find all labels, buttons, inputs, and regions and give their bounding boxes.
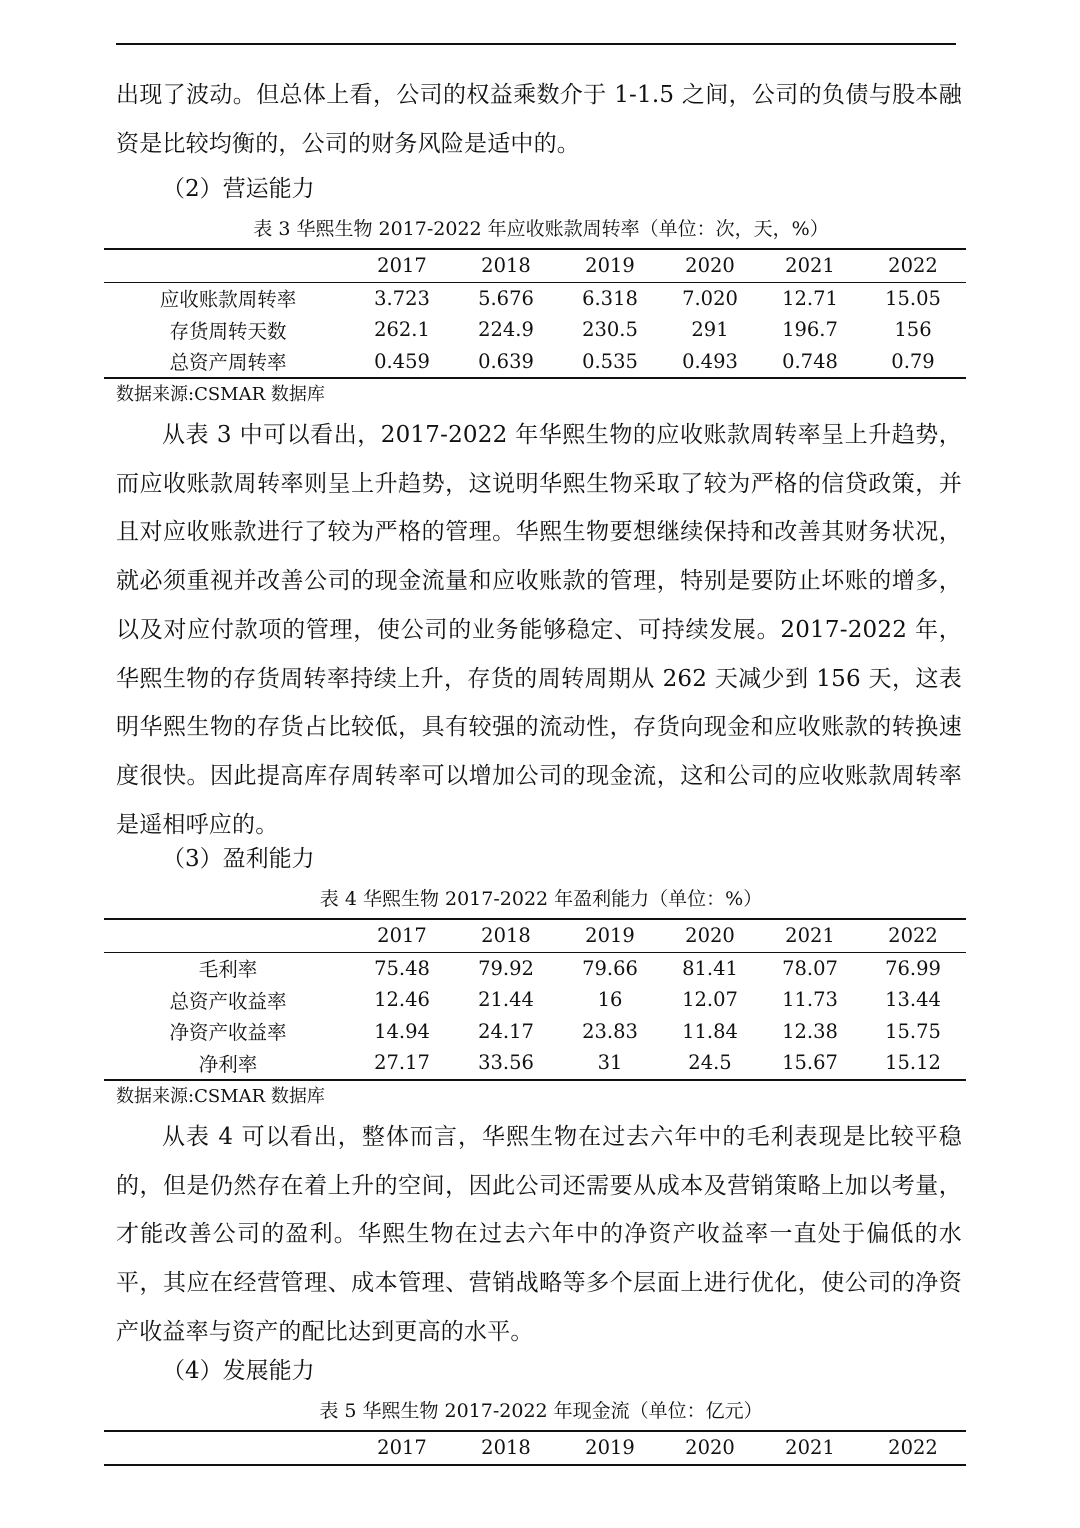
- table-header-cell: [104, 249, 352, 282]
- table-row: [104, 1047, 966, 1080]
- table3-caption: 表 3 华熙生物 2017-2022 年应收账款周转率（单位：次，天，%）: [253, 218, 829, 240]
- table-cell: 76.99: [885, 956, 941, 980]
- table-header-cell: 2020: [660, 919, 760, 952]
- table-cell: 78.07: [782, 956, 838, 980]
- table-row: [104, 1016, 966, 1048]
- table-cell: 14.94: [374, 1019, 430, 1043]
- table3-source: 数据来源:CSMAR 数据库: [116, 384, 325, 405]
- table-header-cell: 2017: [352, 249, 452, 282]
- table-cell: 15.12: [860, 1047, 966, 1080]
- table-cell: 12.38: [782, 1019, 838, 1043]
- table-cell: 31: [560, 1047, 660, 1080]
- table-cell: 0.493: [660, 346, 760, 379]
- table-header-cell: 2022: [860, 249, 966, 282]
- table-cell: 6.318: [582, 286, 638, 310]
- table-header-cell: 2020: [660, 1431, 760, 1465]
- table-cell: 75.48: [374, 956, 430, 980]
- table-header-cell: 2019: [560, 249, 660, 282]
- table-header-cell: 2021: [760, 1431, 860, 1465]
- table-cell: 224.9: [478, 318, 534, 342]
- table-cell: 27.17: [352, 1047, 452, 1080]
- table-header-cell: 2022: [860, 1431, 966, 1465]
- table-header-cell: 2018: [452, 249, 560, 282]
- table-cell: 196.7: [782, 318, 838, 342]
- table-cell: 15.75: [885, 1019, 941, 1043]
- table-header-cell: [104, 1431, 352, 1465]
- table5-caption: 表 5 华熙生物 2017-2022 年现金流（单位：亿元）: [319, 1400, 763, 1422]
- table-cell: 7.020: [682, 286, 738, 310]
- table-cell: 23.83: [582, 1019, 638, 1043]
- table-cell: 13.44: [885, 988, 941, 1012]
- table-cell: 15.67: [760, 1047, 860, 1080]
- section-heading-growth: （4）发展能力: [162, 1358, 315, 1384]
- table-header-cell: 2018: [452, 919, 560, 952]
- operation-analysis-paragraph: 从表 3 中可以看出，2017-2022 年华熙生物的应收账款周转率呈上升趋势，而应收账款周转率则呈上升趋势，这说明华熙生物采取了较为严格的信贷政策，并且对应收账款进行了较为严格的管理。华熙生物要想继续保持和改善其财务状况，就必须重视并改善公司的现金流量和应收账款的管理，特别是要防止坏账的增多，以及对应付款项的管理，使公司的业务能够稳定、可持续发展。2017-2022 年，华熙生物的存货周转率持续上升，存货的周转周期从 262 天减少到 156 天，这表明华熙生物的存货占比较低，具有较强的流动性，存货向现金和应收账款的转换速度很快。因此提高库存周转率可以增加公司的现金流，这和公司的应收账款周转率是遥相呼应的。: [116, 422, 962, 838]
- table-cell: 230.5: [582, 318, 638, 342]
- table-header-cell: [104, 919, 352, 952]
- row-label: 毛利率: [198, 958, 258, 982]
- intro-block: [116, 71, 962, 168]
- profit-analysis-block: [116, 1113, 962, 1357]
- table-cell: 156: [894, 318, 932, 342]
- intro-paragraph: 出现了波动。但总体上看，公司的权益乘数介于 1-1.5 之间，公司的负债与股本融资是比较均衡的，公司的财务风险是适中的。: [116, 82, 962, 157]
- table-cell: 24.17: [478, 1019, 534, 1043]
- table-cell: 0.535: [560, 346, 660, 379]
- table4-profitability: [104, 918, 966, 1081]
- table-cell: 11.84: [682, 1019, 738, 1043]
- table-cell: 262.1: [374, 318, 430, 342]
- table-header-cell: 2019: [560, 919, 660, 952]
- table-row: [104, 282, 966, 314]
- table-cell: 12.07: [682, 988, 738, 1012]
- table-cell: 291: [691, 318, 729, 342]
- table-cell: 33.56: [452, 1047, 560, 1080]
- table-header-row: [104, 1431, 966, 1465]
- table-cell: 12.46: [374, 988, 430, 1012]
- table-header-row: [104, 919, 966, 952]
- table-header-cell: 2021: [760, 249, 860, 282]
- table-header-cell: 2018: [452, 1431, 560, 1465]
- table-header-cell: 2021: [760, 919, 860, 952]
- header-rule: [116, 43, 956, 45]
- row-label: 总资产周转率: [104, 346, 352, 379]
- table-cell: 3.723: [374, 286, 430, 310]
- table4-caption: 表 4 华熙生物 2017-2022 年盈利能力（单位：%）: [319, 888, 763, 910]
- table-cell: 0.639: [452, 346, 560, 379]
- row-label: 应收账款周转率: [159, 288, 297, 312]
- row-label: 总资产收益率: [169, 989, 287, 1013]
- table-header-row: [104, 249, 966, 282]
- row-label: 净资产收益率: [169, 1021, 287, 1045]
- row-label: 净利率: [104, 1047, 352, 1080]
- table-row: [104, 984, 966, 1016]
- table4-source: 数据来源:CSMAR 数据库: [116, 1086, 325, 1107]
- table5-cash-flow: [104, 1430, 966, 1466]
- table-cell: 11.73: [782, 988, 838, 1012]
- table-header-cell: 2019: [560, 1431, 660, 1465]
- table-cell: 81.41: [682, 956, 738, 980]
- table-cell: 24.5: [660, 1047, 760, 1080]
- table-row: [104, 314, 966, 346]
- table-header-cell: 2017: [352, 1431, 452, 1465]
- table-header-cell: 2022: [860, 919, 966, 952]
- row-label: 存货周转天数: [169, 319, 287, 343]
- profit-analysis-paragraph: 从表 4 可以看出，整体而言，华熙生物在过去六年中的毛利表现是比较平稳的，但是仍然存在着上升的空间，因此公司还需要从成本及营销策略上加以考量，才能改善公司的盈利。华熙生物在过去六年中的净资产收益率一直处于偏低的水平，其应在经营管理、成本管理、营销战略等多个层面上进行优化，使公司的净资产收益率与资产的配比达到更高的水平。: [116, 1124, 962, 1345]
- table-cell: 15.05: [885, 286, 941, 310]
- table-header-cell: 2017: [352, 919, 452, 952]
- table-cell: 79.92: [478, 956, 534, 980]
- table-cell: 16: [597, 988, 623, 1012]
- table-cell: 12.71: [782, 286, 838, 310]
- table-row: [104, 952, 966, 984]
- table-cell: 0.459: [352, 346, 452, 379]
- table-cell: 5.676: [478, 286, 534, 310]
- operation-analysis-block: [116, 411, 962, 849]
- table-cell: 21.44: [478, 988, 534, 1012]
- table-row: [104, 346, 966, 379]
- table-cell: 79.66: [582, 956, 638, 980]
- table-header-cell: 2020: [660, 249, 760, 282]
- section-heading-operation: （2）营运能力: [162, 176, 315, 202]
- table3-receivable-turnover: [104, 248, 966, 379]
- section-heading-profit: （3）盈利能力: [162, 846, 315, 872]
- table-cell: 0.748: [760, 346, 860, 379]
- table-cell: 0.79: [860, 346, 966, 379]
